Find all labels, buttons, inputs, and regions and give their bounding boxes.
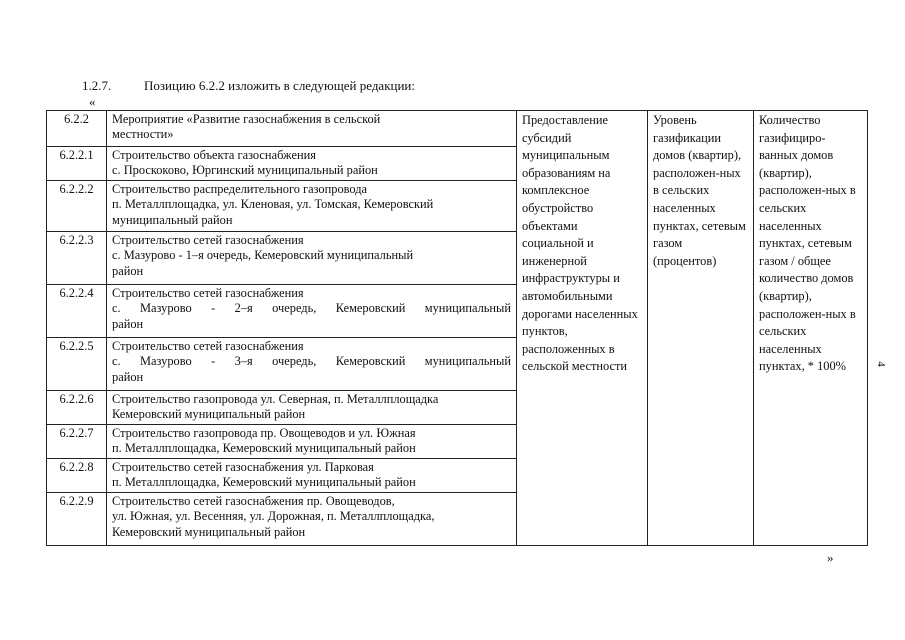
measure-code: 6.2.2.7 (47, 425, 107, 459)
closing-quote: » (827, 550, 834, 565)
opening-quote: « (89, 94, 96, 109)
measure-name-line: Строительство газопровода ул. Северная, п. Металлплощадка (112, 392, 439, 406)
measure-name-line: Строительство сетей газоснабжения (112, 286, 304, 300)
subsidy-description: Предоставление субсидий муниципальным образованиям на комплексное обустройство объектами социальной и инженерной инфраструктуры и автомобильными дорогами населенных пунктов, расположенных в сельской местности (517, 111, 648, 546)
measure-code: 6.2.2.9 (47, 493, 107, 546)
amendment-heading (82, 78, 415, 94)
measure-name-line: Строительство распределительного газопровода (112, 182, 368, 196)
measure-name-line: Строительство сетей газоснабжения ул. Парковая (112, 460, 374, 474)
measure-code: 6.2.2.3 (47, 232, 107, 285)
measure-name (107, 232, 517, 285)
measure-code: 6.2.2.5 (47, 338, 107, 391)
measure-name-line: с. Проскоково, Юргинский муниципальный район (112, 163, 378, 178)
measure-name-line: Строительство газопровода пр. Овощеводов и ул. Южная (112, 426, 416, 440)
measure-name (107, 338, 517, 391)
measure-name-line: Строительство сетей газоснабжения (112, 233, 304, 247)
measure-name-line: район (112, 316, 144, 331)
measure-code: 6.2.2.4 (47, 285, 107, 338)
measure-name (107, 181, 517, 232)
measure-name-line: местности» (112, 127, 174, 142)
measure-name-line: Строительство объекта газоснабжения (112, 148, 316, 162)
measure-name (107, 391, 517, 425)
measure-code: 6.2.2.1 (47, 147, 107, 181)
measure-name (107, 493, 517, 546)
amendment-number: 1.2.7. (82, 78, 112, 93)
measure-name (107, 285, 517, 338)
measure-name-line: п. Металлплощадка, Кемеровский муниципальный район (112, 441, 416, 456)
measure-name (107, 147, 517, 181)
measure-name-line: п. Металлплощадка, Кемеровский муниципальный район (112, 475, 416, 490)
measure-name-line: Кемеровский муниципальный район (112, 524, 306, 539)
measures-table (46, 110, 868, 546)
measure-code: 6.2.2 (47, 111, 107, 147)
indicator-formula: Количество газифициро-ванных домов (квартир), расположен-ных в сельских населенных пунктах, сетевым газом / общее количество домов (квартир), расположен-ных в сельских населенных пунктах, * 100% (754, 111, 868, 546)
measure-code: 6.2.2.8 (47, 459, 107, 493)
measure-name-line: Мероприятие «Развитие газоснабжения в сельской (112, 112, 381, 126)
measure-name-line: Строительство сетей газоснабжения (112, 339, 304, 353)
measure-name-line: ул. Южная, ул. Весенняя, ул. Дорожная, п. Металлплощадка, (112, 509, 435, 524)
measure-name (107, 425, 517, 459)
measures-table-body (47, 111, 868, 546)
measure-name-line: район (112, 369, 144, 384)
measure-name-line: Строительство сетей газоснабжения пр. Овощеводов, (112, 494, 395, 508)
indicator-name: Уровень газификации домов (квартир), расположен-ных в сельских населенных пунктах, сетевым газом (процентов) (648, 111, 754, 546)
measure-name-line: с. Мазурово - 1–я очередь, Кемеровский муниципальный (112, 248, 414, 263)
measure-name-line: район (112, 263, 144, 278)
measure-name-line: муниципальный район (112, 212, 233, 227)
page-number: 4 (874, 361, 887, 367)
amendment-text: Позицию 6.2.2 изложить в следующей редакции: (144, 78, 416, 93)
measure-code: 6.2.2.6 (47, 391, 107, 425)
measure-name-line: с. Мазурово - 3–я очередь, Кемеровский муниципальный (112, 354, 511, 369)
measure-code: 6.2.2.2 (47, 181, 107, 232)
measure-name (107, 459, 517, 493)
measure-name-line: п. Металлплощадка, ул. Кленовая, ул. Томская, Кемеровский (112, 197, 434, 212)
measure-name (107, 111, 517, 147)
measure-name-line: с. Мазурово - 2–я очередь, Кемеровский муниципальный (112, 301, 511, 316)
measure-name-line: Кемеровский муниципальный район (112, 407, 306, 422)
table-row (47, 111, 868, 147)
